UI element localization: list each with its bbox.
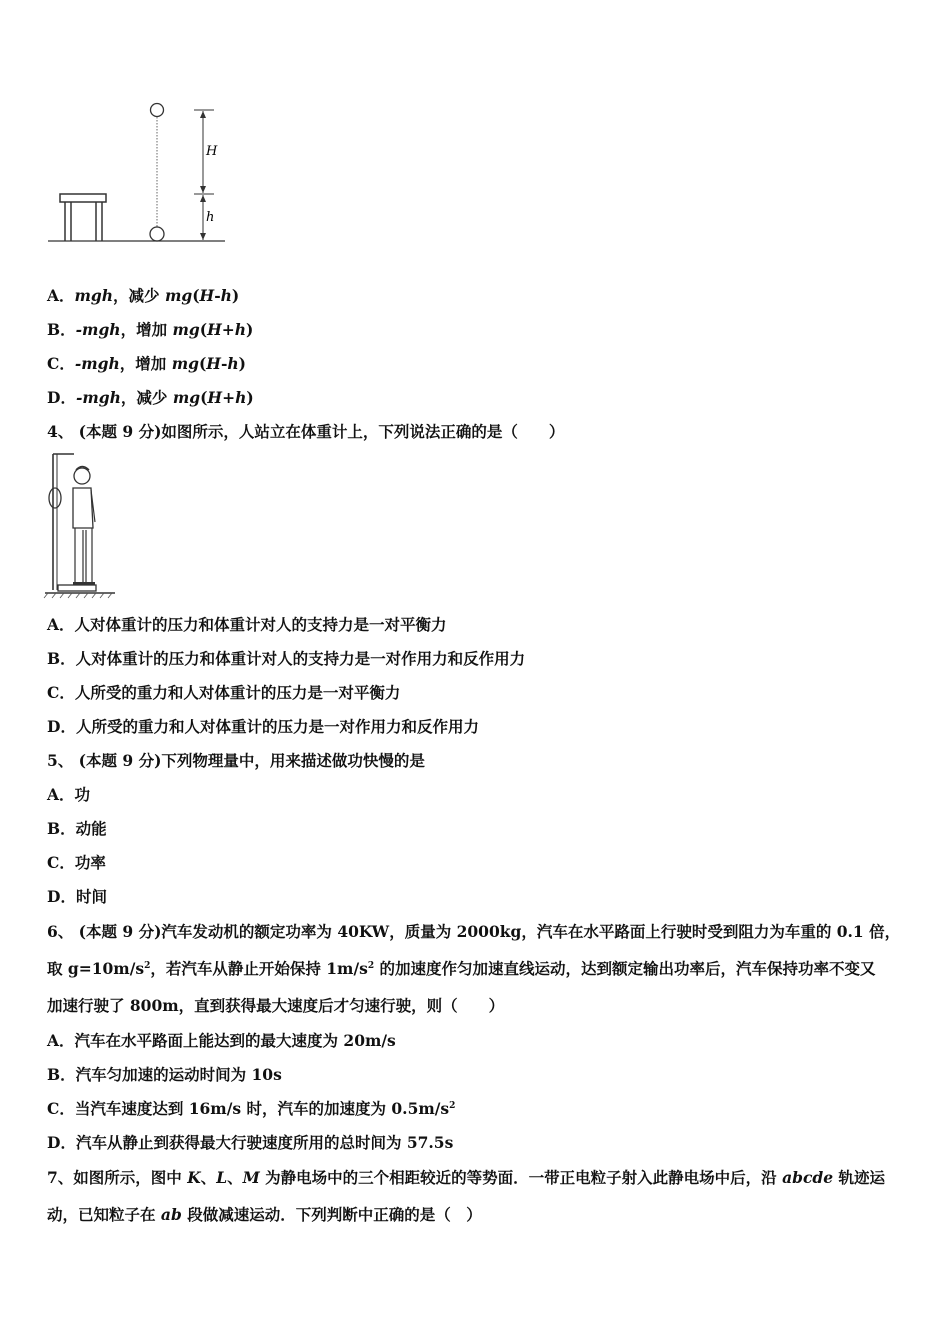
q7-stem-line1: 7、如图所示，图中 K、L、M 为静电场中的三个相距较近的等势面．一带正电粒子射入此静电场中后，沿 abcde 轨迹运 (47, 1168, 886, 1187)
label-h: h (206, 210, 215, 225)
q6-stem-line3: 加速行驶了 800m，直到获得最大速度后才匀速行驶，则（ ） (47, 996, 505, 1015)
q6-option-a: A．汽车在水平路面上能达到的最大速度为 20m/s (47, 1031, 396, 1050)
scale-platform (58, 585, 96, 591)
q4-option-a: A．人对体重计的压力和体重计对人的支持力是一对平衡力 (47, 615, 447, 634)
q6-option-b: B．汽车匀加速的运动时间为 10s (47, 1065, 282, 1084)
table-top (60, 194, 106, 202)
person-body (73, 488, 93, 528)
person-legs (75, 528, 92, 582)
q4-option-d: D．人所受的重力和人对体重计的压力是一对作用力和反作用力 (47, 717, 479, 736)
scale-dial (49, 488, 61, 508)
q4-stem: 4、 (本题 9 分)如图所示，人站立在体重计上，下列说法正确的是（ ） (47, 422, 565, 441)
q5-option-d: D．时间 (47, 887, 107, 906)
q6-option-c: C．当汽车速度达到 16m/s 时，汽车的加速度为 $0.5m/s^2$ (47, 1099, 456, 1118)
person-head (74, 468, 90, 484)
q5-stem: 5、 (本题 9 分)下列物理量中，用来描述做功快慢的是 (47, 751, 425, 770)
q3-option-a: A．mgh，减少 mg(H-h) (47, 286, 240, 305)
figure-person-on-scale (40, 450, 125, 600)
q3-option-d: D．-mgh，减少 mg(H+h) (47, 388, 254, 407)
ball-bottom (150, 227, 164, 241)
ball-top (151, 104, 164, 117)
q4-option-b: B．人对体重计的压力和体重计对人的支持力是一对作用力和反作用力 (47, 649, 526, 668)
q6-stem-line2: 取 $g=10m/s^2$，若汽车从静止开始保持 $1m/s^2$ 的加速度作匀加速直线运动，达到额定输出功率后，汽车保持功率不变又 (47, 959, 876, 978)
q5-option-b: B．动能 (47, 819, 107, 838)
q7-stem-line2: 动，已知粒子在 ab 段做减速运动．下列判断中正确的是（ ） (47, 1205, 482, 1224)
q3-option-c: C．-mgh，增加 mg(H-h) (47, 354, 247, 373)
label-H: H (206, 144, 218, 159)
q4-option-c: C．人所受的重力和人对体重计的压力是一对平衡力 (47, 683, 401, 702)
q5-option-c: C．功率 (47, 853, 106, 872)
q5-option-a: A．功 (47, 785, 91, 804)
q6-option-d: D．汽车从静止到获得最大行驶速度所用的总时间为 57.5s (47, 1133, 454, 1152)
figure-ball-drop (40, 95, 230, 255)
q3-option-b: B．-mgh，增加 mg(H+h) (47, 320, 254, 339)
q6-stem-line1: 6、 (本题 9 分)汽车发动机的额定功率为 40KW，质量为 2000kg，汽车在水平路面上行驶时受到阻力为车重的 0.1 倍， (47, 922, 901, 941)
